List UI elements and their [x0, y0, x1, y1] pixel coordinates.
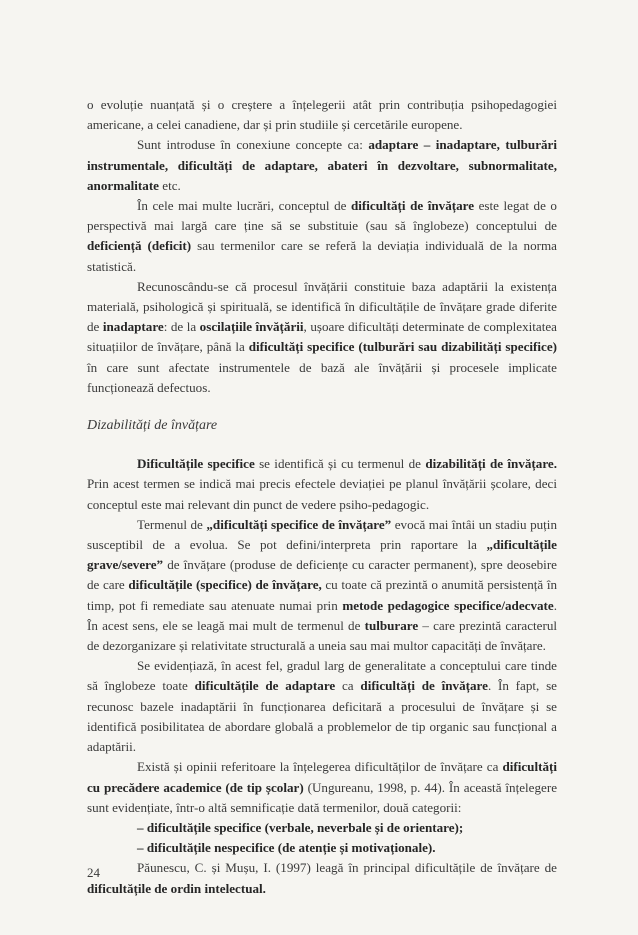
section-heading: Dizabilități de învățare — [87, 418, 218, 434]
bold-term: „dificultățile grave/severe” — [87, 537, 557, 573]
text-run: : de la — [163, 319, 200, 335]
bold-term: inadaptare — [102, 319, 164, 335]
text-run: În cele mai multe lucrări, conceptul de — [137, 198, 351, 214]
paragraph-1 — [87, 95, 557, 135]
bold-term: dizabilități de învățare. — [425, 456, 557, 472]
bold-terms: adaptare – inadaptare, tulburări instrumentale, dificultăți de adaptare, abateri în dezvoltare, subnormalitate, anormalitate — [87, 137, 557, 193]
text-run: este legat de o perspectivă mai largă care ține să se substituie (sau să înglobeze) conceptului de — [87, 198, 557, 234]
bold-term: dificultăți de învățare — [360, 678, 488, 694]
text-run: Recunoscându-se că procesul învățării constituie baza adaptării la existența materială, psihologică și spirituală, se identifică în dificultățile de învățare grade diferite de — [87, 278, 557, 335]
text-run: în care sunt afectate instrumentele de bază ale învățării și procesele implicate funcționează defectuos. — [87, 359, 557, 395]
text-run: – care prezintă caracterul de dezorganizare și relativitate structurală a uneia sau mai multor capacități de învățare. — [87, 617, 558, 654]
bold-term: „dificultăți specifice de învățare” — [206, 516, 392, 532]
bold-term: deficiență (deficit) — [87, 238, 192, 254]
text-run: Păunescu, C. și Mușu, I. (1997) leagă în principal dificultățile de învățare de — [137, 860, 557, 876]
text-run: Termenul de — [137, 516, 207, 532]
bold-term: tulburare — [364, 617, 419, 633]
text-run: se identifică și cu termenul de — [254, 456, 426, 472]
bold-term: dificultăți cu precădere academice (de tip școlar) — [87, 759, 557, 795]
text-run: . În acest sens, ele se leagă mai mult de termenul de — [87, 597, 557, 633]
text-run: Există și opinii referitoare la înțelegerea dificultăților de învățare ca — [137, 759, 503, 775]
page-body — [87, 95, 557, 899]
text-run: de învățare (produse de deficiențe cu caracter permanent), spre deosebire de care — [87, 557, 557, 593]
paragraph-3 — [87, 196, 557, 277]
paragraph-8 — [87, 757, 557, 818]
text-run: . În fapt, se recunosc bazele inadaptării în funcționarea deficitară a procesului de învățare și se identifică posibilitatea de abordare globală a problemelor de tip organic sau funcțional a adaptării. — [87, 678, 557, 755]
text-run: (Ungureanu, 1998, p. 44). În această înțelegere sunt evidențiate, într-o altă semnificație dată termenilor, două categorii: — [87, 779, 558, 815]
bold-term: dificultăți de învățare — [351, 198, 475, 214]
bold-term: dificultățile de ordin intelectual. — [87, 880, 266, 896]
bold-term: Dificultățile specifice — [137, 456, 255, 472]
paragraph-2 — [87, 135, 557, 196]
text-run: , ușoare dificultăți determinate de complexitatea situațiilor de învățare, până la — [87, 319, 557, 355]
bold-term: metode pedagogice specifice/adecvate — [342, 597, 554, 613]
bold-term: dificultățile (specifice) de învățare, — [128, 577, 322, 593]
bold-term: oscilațiile învățării — [199, 319, 304, 335]
list-item: – dificultățile nespecifice (de atenție și motivaționale). — [137, 840, 436, 856]
paragraph-4 — [87, 277, 557, 398]
text-run: cu toate că prezintă o anumită persistență în timp, pot fi remediate sau atenuate numai prin — [87, 577, 558, 613]
text-run: ca — [335, 678, 361, 694]
text-run: etc. — [159, 177, 181, 193]
paragraph-text: o evoluție nuanțată și o creștere a înțelegerii atât prin contribuția psihopedagogiei americane, a celei canadiene, dar și prin studiile și cercetările europene. — [87, 97, 557, 133]
paragraph-7 — [87, 656, 557, 757]
page-number: 24 — [87, 865, 100, 880]
paragraph-9 — [87, 858, 557, 898]
text-run: Se evidențiază, în acest fel, gradul larg de generalitate a conceptului care tinde să înglobeze toate — [87, 658, 557, 694]
bold-term: dificultățile de adaptare — [194, 678, 336, 694]
list-item: – dificultățile specifice (verbale, neverbale și de orientare); — [137, 819, 464, 835]
text-run: sau termenilor care se referă la deviația individuală de la norma statistică. — [87, 238, 557, 274]
text-run: Prin acest termen se indică mai precis efectele deviației pe planul învățării școlare, deci conceptul este mai relevant din punct de vedere psiho-pedagogic. — [87, 476, 557, 512]
paragraph-5 — [87, 454, 557, 515]
text-run: Sunt introduse în conexiune concepte ca: — [137, 137, 369, 153]
paragraph-6 — [87, 515, 557, 656]
text-run: evocă mai întâi un stadiu puțin susceptibil de a evolua. Se pot defini/interpreta prin raportare la — [87, 516, 557, 553]
bold-term: dificultăți specifice (tulburări sau dizabilități specifice) — [248, 339, 557, 355]
